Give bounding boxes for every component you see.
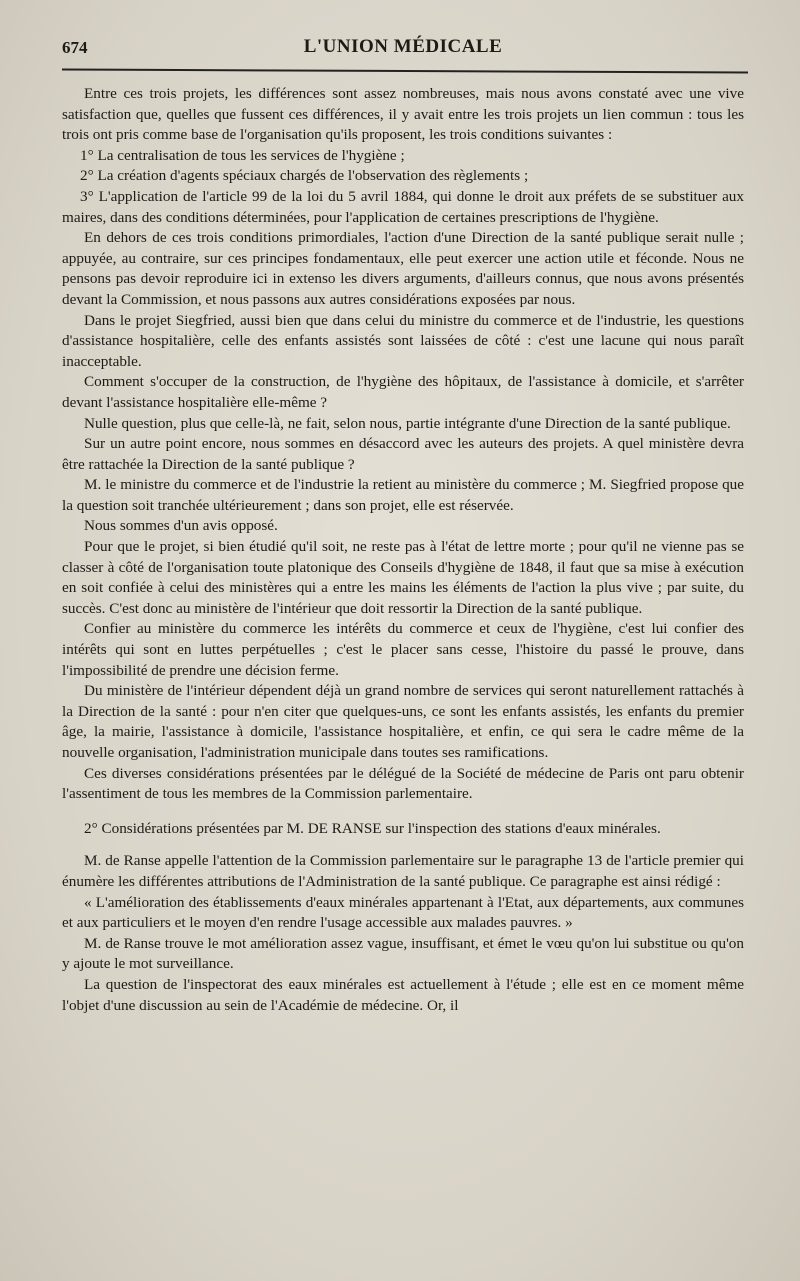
page-header: [62, 32, 744, 62]
header-rule: [62, 69, 748, 74]
paragraph: Entre ces trois projets, les différences sont assez nombreuses, mais nous avons constaté avec une vive satisfaction que, quelles que fussent ces différences, il y avait entre les trois projets un lien commun : tous les trois ont pris comme base de l'organisation qu'ils proposent, les trois conditions suivantes :: [62, 85, 744, 144]
quotation: « L'amélioration des établissements d'eaux minérales appartenant à l'Etat, aux départements, aux communes et aux particuliers et le moyen d'en rendre l'usage accessible aux malades pauvres. »: [62, 893, 744, 932]
paragraph: Ces diverses considérations présentées par le délégué de la Société de médecine de Paris ont paru obtenir l'assentiment de tous les membres de la Commission parlementaire.: [62, 764, 744, 803]
paragraph: 1° La centralisation de tous les services de l'hygiène ;: [80, 146, 405, 164]
paragraph: Nulle question, plus que celle-là, ne fait, selon nous, partie intégrante d'une Direction de la santé publique.: [84, 414, 731, 432]
paragraph: Nous sommes d'un avis opposé.: [84, 517, 278, 535]
paragraph: La question de l'inspectorat des eaux minérales est actuellement à l'étude ; elle est en ce moment même l'objet d'une discussion au sein de l'Académie de médecine. Or, il: [62, 975, 744, 1014]
paragraph: M. de Ranse appelle l'attention de la Commission parlementaire sur le paragraphe 13 de l'article premier qui énumère les différentes attributions de l'Administration de la santé publique. Ce paragraphe est ainsi rédigé :: [62, 852, 744, 890]
paragraph: M. le ministre du commerce et de l'industrie la retient au ministère du commerce ; M. Siegfried propose que la question soit tranchée ultérieurement ; dans son projet, elle est réservée.: [62, 476, 744, 514]
paragraph: Confier au ministère du commerce les intérêts du commerce et ceux de l'hygiène, c'est lui confier des intérêts qui sont en luttes perpétuelles ; c'est le placer sans cesse, l'histoire du passé le prouve, dans l'impossibilité de prendre une décision ferme.: [62, 620, 744, 679]
paragraph: 3° L'application de l'article 99 de la loi du 5 avril 1884, qui donne le droit aux préfets de se substituer aux maires, dans des conditions déterminées, pour l'application de certaines prescriptions de l'hygiène.: [62, 187, 744, 226]
section-heading: 2° Considérations présentées par M. DE RANSE sur l'inspection des stations d'eaux minérales.: [84, 819, 661, 837]
paragraph: Comment s'occuper de la construction, de l'hygiène des hôpitaux, de l'assistance à domicile, et s'arrêter devant l'assistance hospitalière elle-même ?: [62, 373, 744, 411]
body-text: [62, 84, 744, 1016]
paragraph: M. de Ranse trouve le mot amélioration assez vague, insuffisant, et émet le vœu qu'on lui substitue ou qu'on y ajoute le mot surveillance.: [62, 934, 744, 973]
paragraph: 2° La création d'agents spéciaux chargés de l'observation des règlements ;: [80, 167, 529, 185]
paragraph: Du ministère de l'intérieur dépendent déjà un grand nombre de services qui seront naturellement rattachés à la Direction de la santé : pour n'en citer que quelques-uns, ce sont les enfants assistés, les enfants du premier âge, la mairie, l'assistance à domicile, l'assistance hospitalière, et enfin, ce qui sera le cadre même de la nouvelle organisation, l'administration municipale dans toutes ses ramifications.: [62, 682, 744, 761]
paragraph: En dehors de ces trois conditions primordiales, l'action d'une Direction de la santé publique serait nulle ; appuyée, au contraire, sur ces principes fondamentaux, elle peut exercer une action utile et féconde. Nous ne pensons pas devoir reproduire ici in extenso les divers arguments, d'ailleurs connus, que nous avons présentés devant la Commission, et nous passons aux autres considérations exposées par nous.: [62, 229, 744, 308]
paragraph: Dans le projet Siegfried, aussi bien que dans celui du ministre du commerce et de l'industrie, les questions d'assistance hospitalière, celle des enfants assistés sont laissées de côté : c'est une lacune qui nous paraît inacceptable.: [62, 311, 744, 370]
running-title: L'UNION MÉDICALE: [303, 36, 503, 57]
paragraph: Sur un autre point encore, nous sommes en désaccord avec les auteurs des projets. A quel ministère devra être rattachée la Direction de la santé publique ?: [62, 435, 744, 473]
page-number: 674: [62, 38, 88, 57]
paragraph: Pour que le projet, si bien étudié qu'il soit, ne reste pas à l'état de lettre morte ; pour qu'il ne vienne pas se classer à côté de l'organisation toute platonique des Conseils d'hygiène de 1848, il faut que sa mise à exécution en soit confiée à celui des ministères qui a entre les mains les éléments de l'action la plus vive ; par suite, du succès. C'est donc au ministère de l'intérieur que doit ressortir la Direction de la santé publique.: [62, 538, 744, 617]
